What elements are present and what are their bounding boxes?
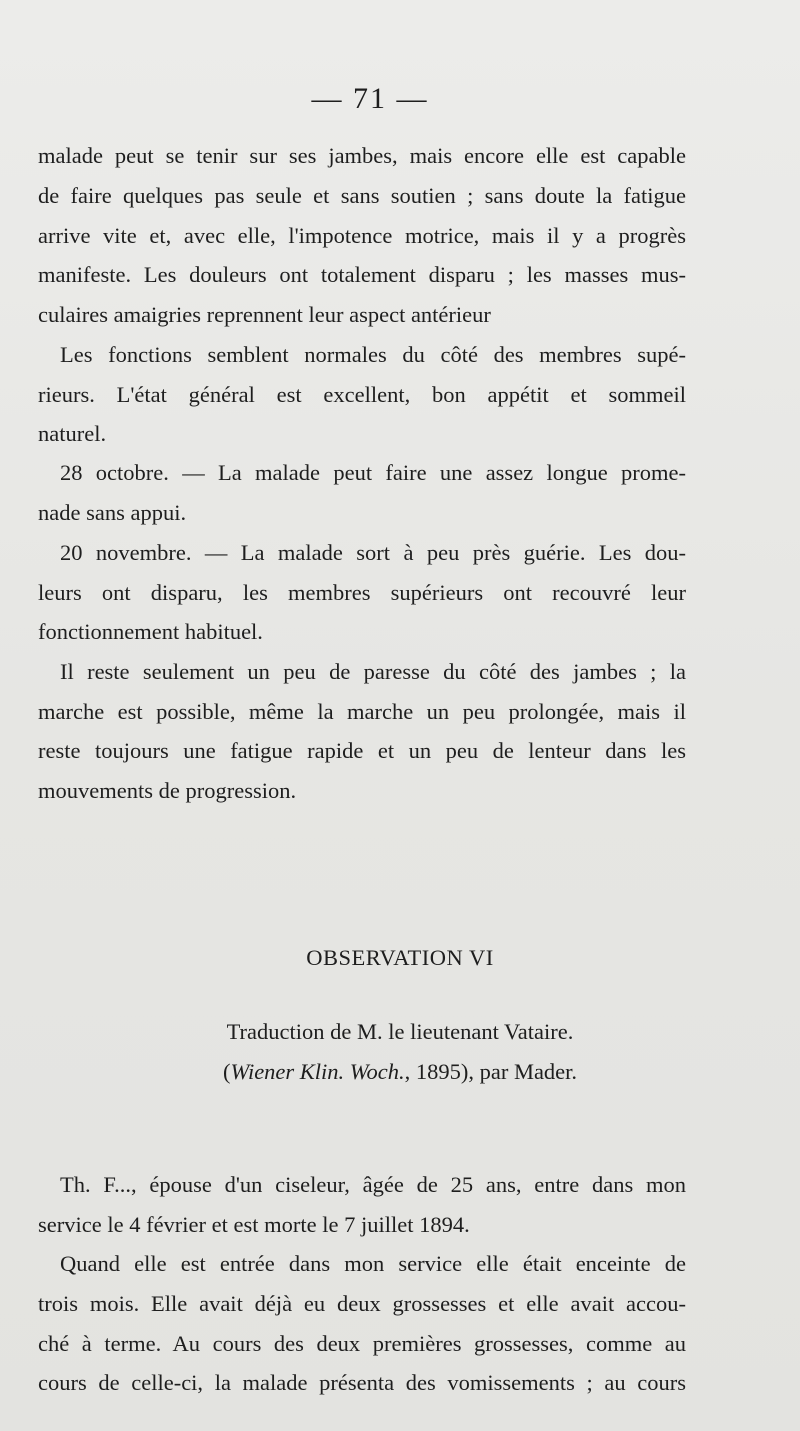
text-line: mouvements de progression. bbox=[38, 778, 297, 803]
text-line: marche est possible, même la marche un peu prolongée, mais il bbox=[38, 699, 686, 724]
text-line: fonctionnement habituel. bbox=[38, 619, 263, 644]
source-citation bbox=[0, 1057, 800, 1087]
text-line: naturel. bbox=[38, 421, 107, 446]
text-line: Les fonctions semblent normales du côté des membres supé- bbox=[60, 342, 686, 367]
translation-credit: Traduction de M. le lieutenant Vataire. bbox=[226, 1019, 574, 1044]
journal-title: Wiener Klin. Woch. bbox=[230, 1059, 405, 1084]
text-line: leurs ont disparu, les membres supérieurs ont recouvré leur bbox=[38, 580, 686, 605]
text-line: 28 octobre. — La malade peut faire une assez longue prome- bbox=[60, 460, 686, 485]
text-line: 20 novembre. — La malade sort à peu près guérie. Les dou- bbox=[60, 540, 686, 565]
section-heading: OBSERVATION VI bbox=[306, 945, 494, 970]
text-line: reste toujours une fatigue rapide et un peu de lenteur dans les bbox=[38, 738, 686, 763]
page-number: — 71 — bbox=[311, 82, 429, 115]
text-line: malade peut se tenir sur ses jambes, mais encore elle est capable bbox=[38, 143, 686, 168]
text-line: Th. F..., épouse d'un ciseleur, âgée de 25 ans, entre dans mon bbox=[60, 1172, 686, 1197]
text-line: service le 4 février et est morte le 7 juillet 1894. bbox=[38, 1212, 470, 1237]
text-line: trois mois. Elle avait déjà eu deux grossesses et elle avait accou- bbox=[38, 1291, 686, 1316]
citation-rest: , 1895), par Mader. bbox=[404, 1059, 578, 1084]
text-line: nade sans appui. bbox=[38, 500, 187, 525]
text-line: culaires amaigries reprennent leur aspect antérieur bbox=[38, 302, 491, 327]
text-line: cours de celle-ci, la malade présenta des vomissements ; au cours bbox=[38, 1370, 686, 1395]
text-line: arrive vite et, avec elle, l'impotence motrice, mais il y a progrès bbox=[38, 223, 686, 248]
text-line: Quand elle est entrée dans mon service elle était enceinte de bbox=[60, 1251, 686, 1276]
text-line: ché à terme. Au cours des deux premières grossesses, comme au bbox=[38, 1331, 686, 1356]
citation-paren: ( bbox=[222, 1059, 231, 1084]
text-line: Il reste seulement un peu de paresse du côté des jambes ; la bbox=[60, 659, 686, 684]
text-line: rieurs. L'état général est excellent, bon appétit et sommeil bbox=[38, 382, 686, 407]
text-line: manifeste. Les douleurs ont totalement disparu ; les masses mus- bbox=[38, 262, 686, 287]
text-line: de faire quelques pas seule et sans soutien ; sans doute la fatigue bbox=[38, 183, 686, 208]
